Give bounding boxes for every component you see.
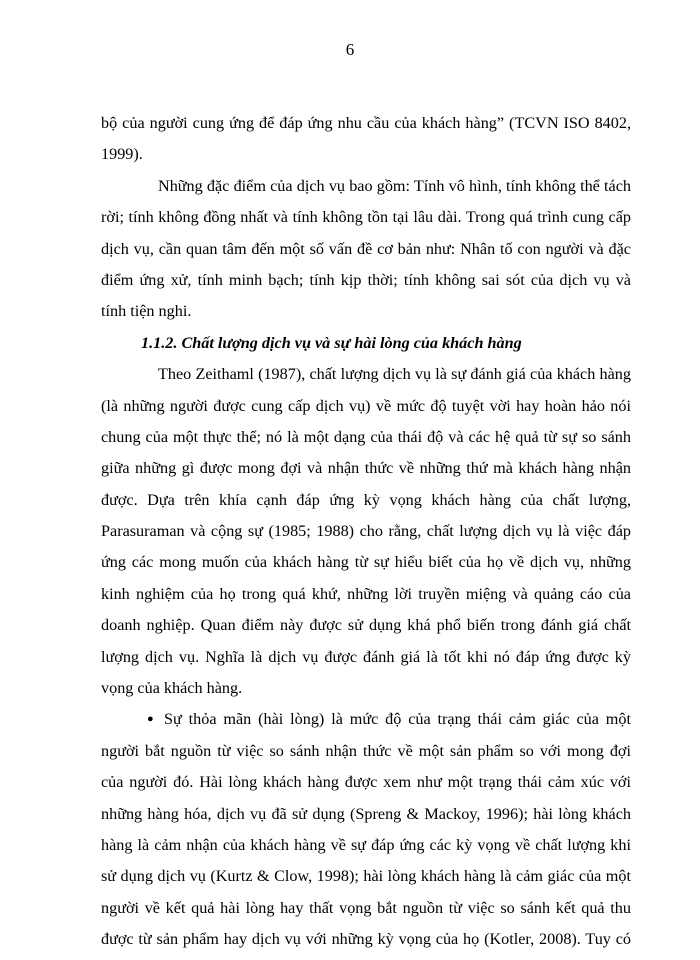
text-line: bộ của người cung ứng để đáp ứng nhu cầu của khách hàng” (TCVN ISO 8402, xyxy=(101,114,631,132)
text-line: doanh nghiệp. Quan điểm này được sử dụng khá phổ biến trong đánh giá chất xyxy=(101,616,631,635)
text-line: giữa những gì được mong đợi và nhận thức về những thứ mà khách hàng nhận xyxy=(101,459,631,478)
text-line: được từ sản phẩm hay dịch vụ với những kỳ vọng của họ (Kotler, 2008). Tuy có xyxy=(101,930,631,949)
text-line: sử dụng dịch vụ (Kurtz & Clow, 1998); hài lòng khách hàng là cảm giác của một xyxy=(101,867,631,886)
text-line: rời; tính không đồng nhất và tính không tồn tại lâu dài. Trong quá trình cung cấp xyxy=(101,208,631,227)
text-line: (là những người được cung cấp dịch vụ) về mức độ tuyệt vời hay hoàn hảo nói xyxy=(101,396,631,415)
text-line: Parasuraman và cộng sự (1985; 1988) cho rằng, chất lượng dịch vụ là việc đáp xyxy=(101,522,631,541)
section-heading: 1.1.2. Chất lượng dịch vụ và sự hài lòng của khách hàng xyxy=(141,333,522,352)
text-line: vọng của khách hàng. xyxy=(101,679,243,698)
text-line: kinh nghiệm của họ trong quá khứ, những lời truyền miệng và quảng cáo của xyxy=(101,584,631,603)
paragraph-zeithaml xyxy=(101,359,631,704)
text-line: điểm ứng xử, tính minh bạch; tính kịp thời; tính không sai sót của dịch vụ và xyxy=(101,270,631,289)
text-line: tính tiện nghi. xyxy=(101,302,192,321)
text-line: được. Dựa trên khía cạnh đáp ứng kỳ vọng khách hàng của chất lượng, xyxy=(101,490,631,509)
text-line: Theo Zeithaml (1987), chất lượng dịch vụ là sự đánh giá của khách hàng xyxy=(158,365,631,384)
text-line: của người đó. Hài lòng khách hàng được xem như một trạng thái cảm xúc với xyxy=(101,773,631,792)
document-body xyxy=(101,108,631,956)
paragraph-continuation xyxy=(101,108,631,171)
text-line: hàng là cảm nhận của khách hàng về sự đáp ứng các kỳ vọng về chất lượng khi xyxy=(101,835,631,854)
text-line: người bắt nguồn từ việc so sánh nhận thức về một sản phẩm so với mong đợi xyxy=(101,741,631,760)
text-line: Sự thỏa mãn (hài lòng) là mức độ của trạng thái cảm giác của một xyxy=(164,710,631,729)
bullet-paragraph-satisfaction xyxy=(101,704,631,955)
bullet-icon: ● xyxy=(147,713,154,726)
page-number: 6 xyxy=(345,40,355,59)
bullet-line xyxy=(101,704,631,735)
text-line: Những đặc điểm của dịch vụ bao gồm: Tính vô hình, tính không thể tách xyxy=(158,176,631,195)
text-line: người về kết quả hài lòng hay thất vọng bắt nguồn từ việc so sánh kết quả thu xyxy=(101,898,631,917)
text-line: lượng dịch vụ. Nghĩa là dịch vụ được đánh giá là tốt khi nó đáp ứng được kỳ xyxy=(101,647,631,666)
text-line: những hàng hóa, dịch vụ đã sử dụng (Spreng & Mackoy, 1996); hài lòng khách xyxy=(101,804,631,823)
text-line: dịch vụ, cần quan tâm đến một số vấn đề cơ bản như: Nhân tố con người và đặc xyxy=(101,239,631,258)
text-line: chung của một thực thể; nó là một dạng của thái độ và các hệ quả từ sự so sánh xyxy=(101,427,631,446)
text-line: 1999). xyxy=(101,145,143,164)
text-line: ứng các mong muốn của khách hàng từ sự hiểu biết của họ về dịch vụ, những xyxy=(101,553,631,572)
paragraph-service-characteristics xyxy=(101,171,631,328)
